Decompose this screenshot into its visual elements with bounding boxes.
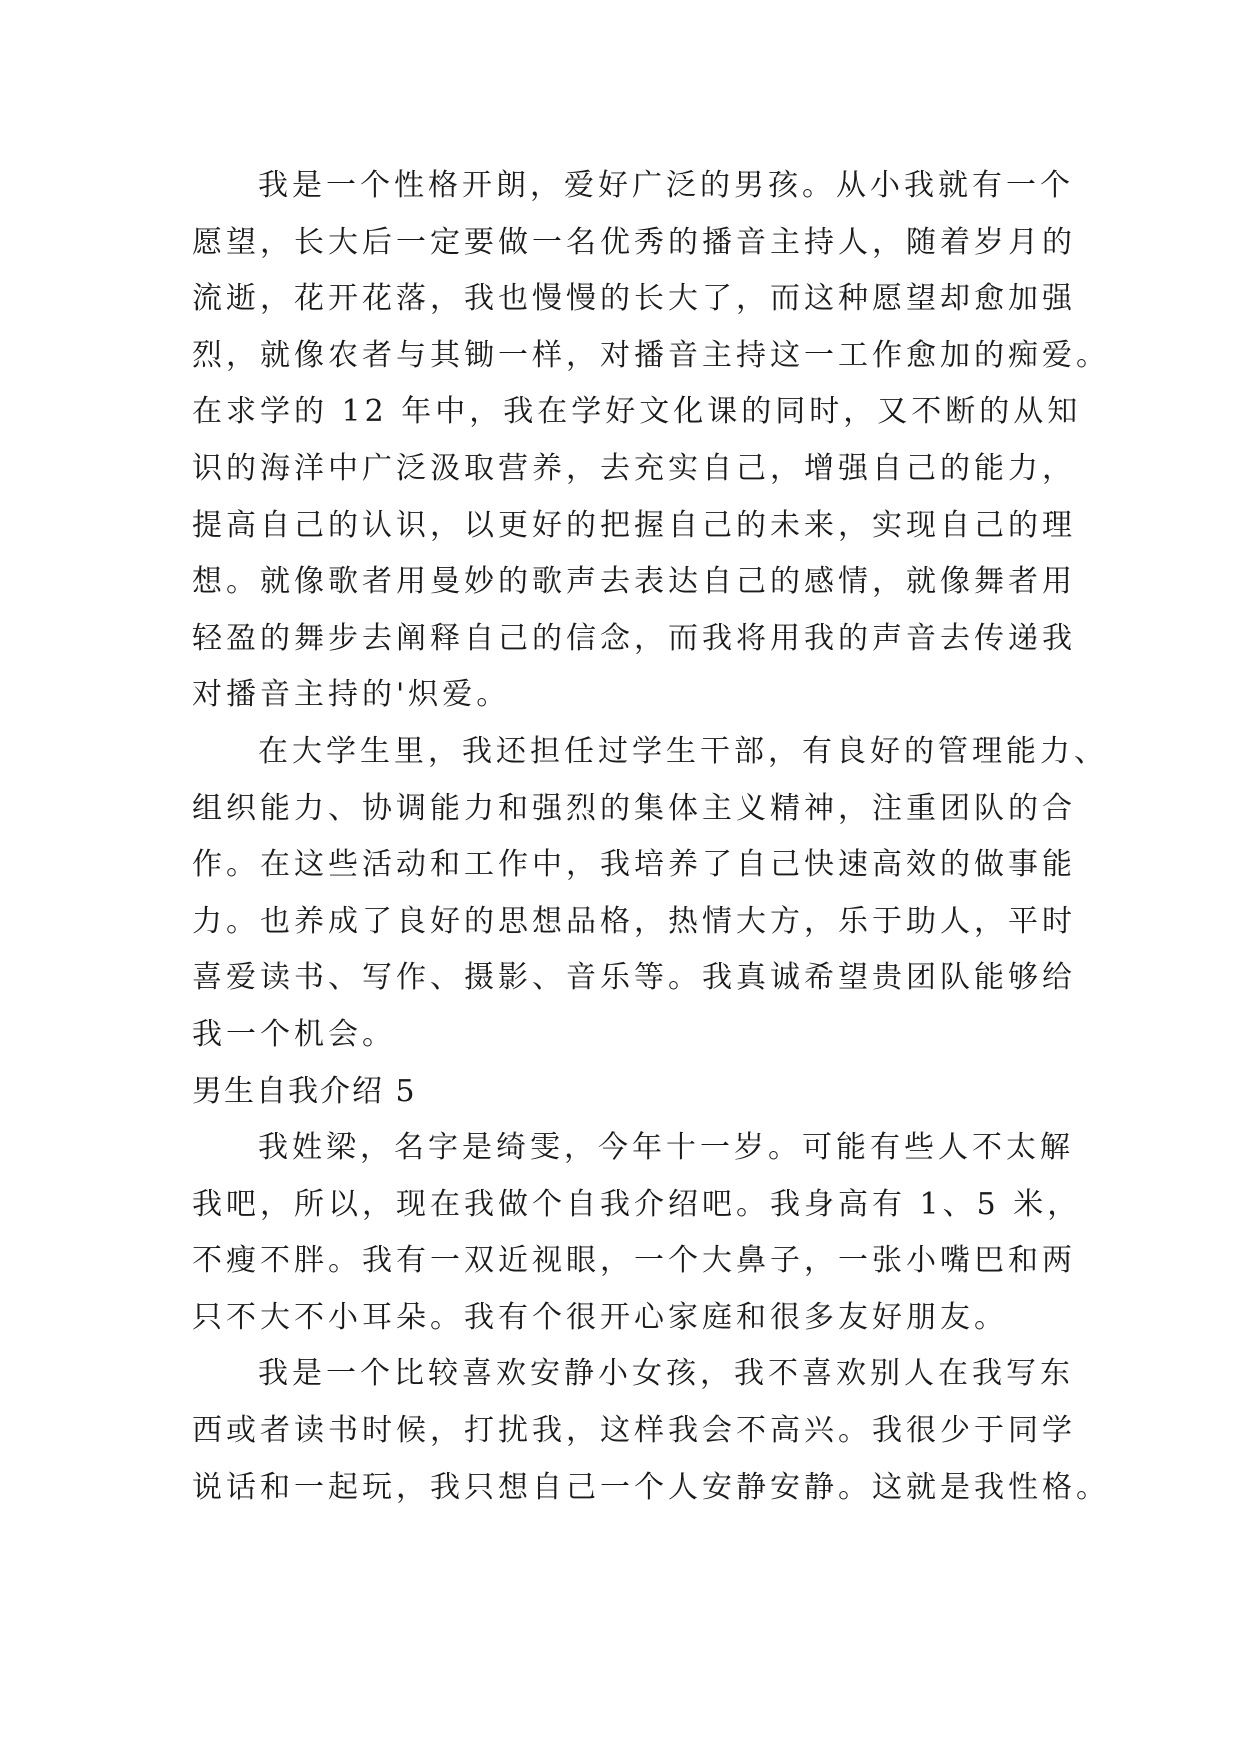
text-line: 我一个机会。 [192,1016,396,1052]
text-line: 我姓梁，名字是绮雯，今年十一岁。可能有些人不太解 [258,1130,1074,1166]
text-line: 只不大不小耳朵。我有个很开心家庭和很多友好朋友。 [192,1299,1008,1335]
text-line: 识的海洋中广泛汲取营养，去充实自己，增强自己的能力， [192,450,1076,486]
text-line: 在大学生里，我还担任过学生干部，有良好的管理能力、 [258,733,1108,769]
paragraph-4 [192,1346,1110,1516]
text-line: 我是一个性格开朗，爱好广泛的男孩。从小我就有一个 [258,168,1074,203]
text-line: 愿望，长大后一定要做一名优秀的播音主持人，随着岁月的 [192,224,1076,260]
text-line: 不瘦不胖。我有一双近视眼，一个大鼻子，一张小嘴巴和两 [192,1243,1076,1279]
text-line: 对播音主持的'炽爱。 [192,677,511,713]
text-line: 在求学的 12 年中，我在学好文化课的同时，又不断的从知 [192,394,1082,430]
text-line: 想。就像歌者用曼妙的歌声去表达自己的感情，就像舞者用 [192,564,1076,600]
document-body [192,158,1110,1516]
paragraph-3 [192,1120,1082,1346]
text-line: 喜爱读书、写作、摄影、音乐等。我真诚希望贵团队能够给 [192,960,1076,996]
heading-text: 男生自我介绍 5 [192,1073,417,1109]
text-line: 轻盈的舞步去阐释自己的信念，而我将用我的声音去传递我 [192,620,1076,656]
paragraph-1 [192,158,1110,724]
text-line: 作。在这些活动和工作中，我培养了自己快速高效的做事能 [192,847,1076,883]
text-line: 我吧，所以，现在我做个自我介绍吧。我身高有 1、5 米， [192,1186,1082,1222]
text-line: 提高自己的认识，以更好的把握自己的未来，实现自己的理 [192,507,1076,543]
text-line: 力。也养成了良好的思想品格，热情大方，乐于助人，平时 [192,903,1076,939]
text-line: 西或者读书时候，打扰我，这样我会不高兴。我很少于同学 [192,1413,1076,1449]
text-line: 流逝，花开花落，我也慢慢的长大了，而这种愿望却愈加强 [192,281,1076,317]
text-line: 组织能力、协调能力和强烈的集体主义精神，注重团队的合 [192,790,1076,826]
text-line: 烈，就像农者与其锄一样，对播音主持这一工作愈加的痴爱。 [192,337,1110,373]
paragraph-2 [192,724,1108,1064]
section-heading [192,1064,1052,1121]
text-line: 我是一个比较喜欢安静小女孩，我不喜欢别人在我写东 [258,1356,1074,1392]
text-line: 说话和一起玩，我只想自己一个人安静安静。这就是我性格。 [192,1469,1110,1505]
